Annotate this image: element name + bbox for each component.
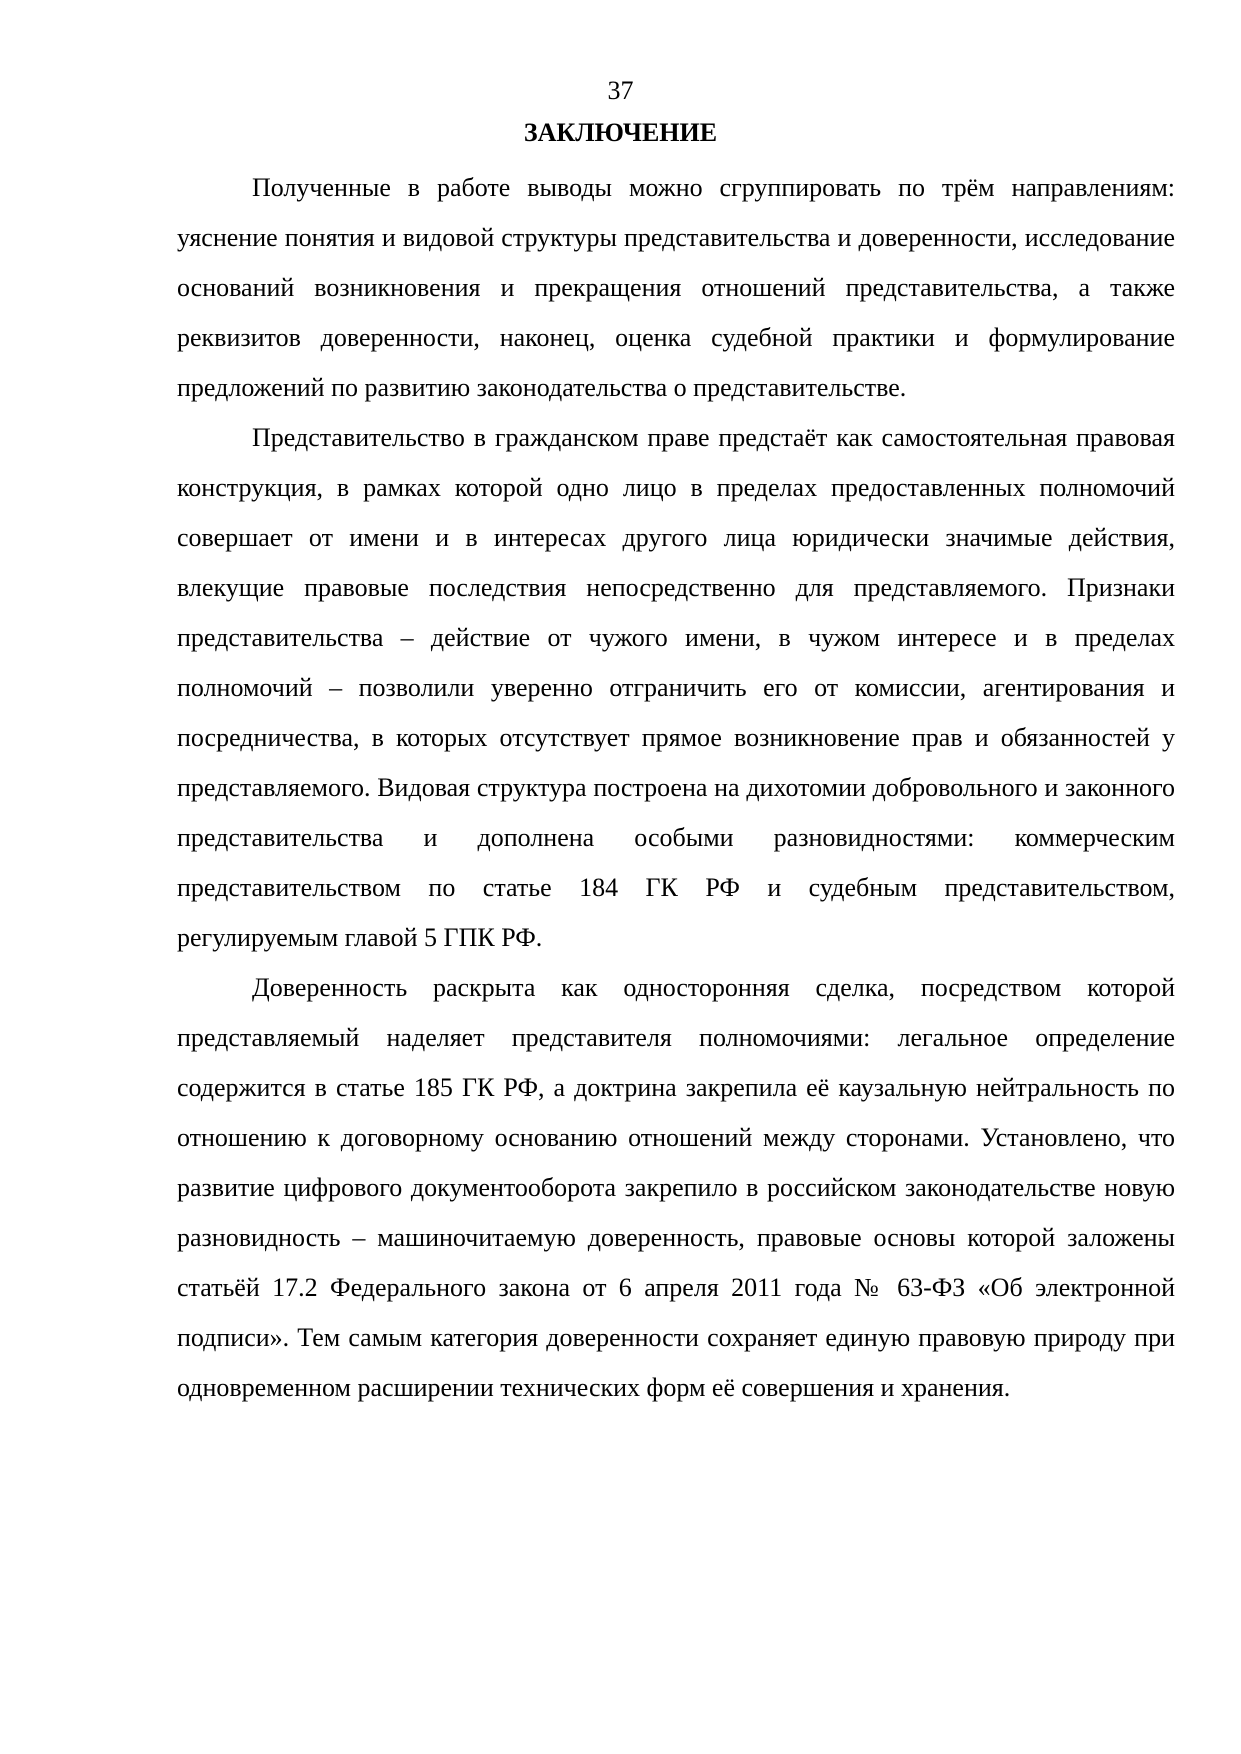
- paragraph-1: Полученные в работе выводы можно сгруппировать по трём направлениям: уяснение понятия и видовой структуры представительства и доверенности, исследование оснований возникновения и прекращения отношений представительства, а также реквизитов доверенности, наконец, оценка судебной практики и формулирование предложений по развитию законодательства о представительстве.: [177, 173, 1175, 402]
- paragraph-2: Представительство в гражданском праве предстаёт как самостоятельная правовая конструкция, в рамках которой одно лицо в пределах предоставленных полномочий совершает от имени и в интересах другого лица юридически значимые действия, влекущие правовые последствия непосредственно для представляемого. Признаки представительства – действие от чужого имени, в чужом интересе и в пределах полномочий – позволили уверенно отграничить его от комиссии, агентирования и посредничества, в которых отсутствует прямое возникновение прав и обязанностей у представляемого. Видовая структура построена на дихотомии добровольного и законного представительства и дополнена особыми разновидностями: коммерческим представительством по статье 184 ГК РФ и судебным представительством, регулируемым главой 5 ГПК РФ.: [177, 423, 1175, 952]
- page-number: 37: [607, 76, 634, 105]
- section-heading: ЗАКЛЮЧЕНИЕ: [523, 118, 718, 147]
- body-text: [177, 163, 1175, 1413]
- paragraph-3: Доверенность раскрыта как односторонняя сделка, посредством которой представляемый наделяет представителя полномочиями: легальное определение содержится в статье 185 ГК РФ, а доктрина закрепила её каузальную нейтральность по отношению к договорному основанию отношений между сторонами. Установлено, что развитие цифрового документооборота закрепило в российском законодательстве новую разновидность – машиночитаемую доверенность, правовые основы которой заложены статьёй 17.2 Федерального закона от 6 апреля 2011 года № 63-ФЗ «Об электронной подписи». Тем самым категория доверенности сохраняет единую правовую природу при одновременном расширении технических форм её совершения и хранения.: [177, 973, 1175, 1402]
